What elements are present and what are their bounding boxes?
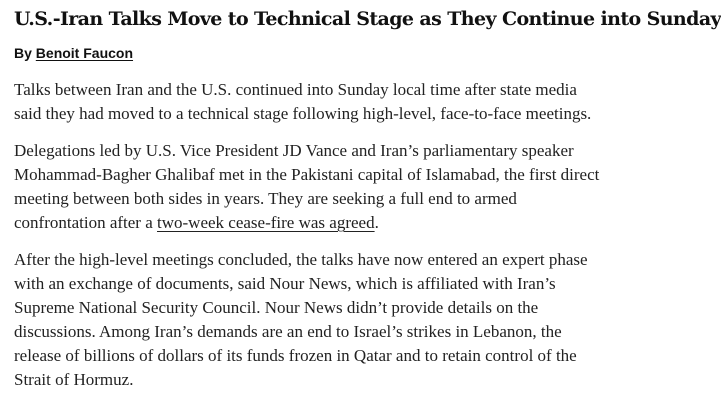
paragraph-3 <box>14 248 626 392</box>
paragraph-text: . <box>374 213 379 232</box>
paragraph-line-with-link <box>14 211 626 235</box>
byline <box>14 44 628 62</box>
paragraph-line: discussions. Among Iran’s demands are an end to Israel’s strikes in Lebanon, the <box>14 322 562 341</box>
byline-prefix: By <box>14 45 32 61</box>
paragraph-line: meeting between both sides in years. They are seeking a full end to armed <box>14 189 517 208</box>
paragraph-line: with an exchange of documents, said Nour News, which is affiliated with Iran’s <box>14 274 556 293</box>
paragraph-2 <box>14 139 626 235</box>
author-link[interactable]: Benoit Faucon <box>35 45 134 61</box>
paragraph-line: Mohammad-Bagher Ghalibaf met in the Pakistani capital of Islamabad, the first direct <box>14 165 600 184</box>
paragraph-line: Delegations led by U.S. Vice President JD Vance and Iran’s parliamentary speaker <box>14 141 574 160</box>
paragraph-line: Talks between Iran and the U.S. continued into Sunday local time after state media <box>14 80 577 99</box>
paragraph-line: release of billions of dollars of its funds frozen in Qatar and to retain control of the <box>14 346 577 365</box>
paragraph-line: Supreme National Security Council. Nour News didn’t provide details on the <box>14 298 539 317</box>
paragraph-text: confrontation after a <box>14 213 158 232</box>
paragraph-line: said they had moved to a technical stage following high-level, face-to-face meetings. <box>14 104 592 123</box>
paragraph-1 <box>14 78 626 126</box>
paragraph-line: After the high-level meetings concluded, the talks have now entered an expert phase <box>14 250 588 269</box>
paragraph-line: Strait of Hormuz. <box>14 370 134 389</box>
cease-fire-link[interactable]: two-week cease-fire was agreed <box>157 213 375 232</box>
headline: U.S.-Iran Talks Move to Technical Stage as They Continue into Sunday <box>14 8 721 30</box>
